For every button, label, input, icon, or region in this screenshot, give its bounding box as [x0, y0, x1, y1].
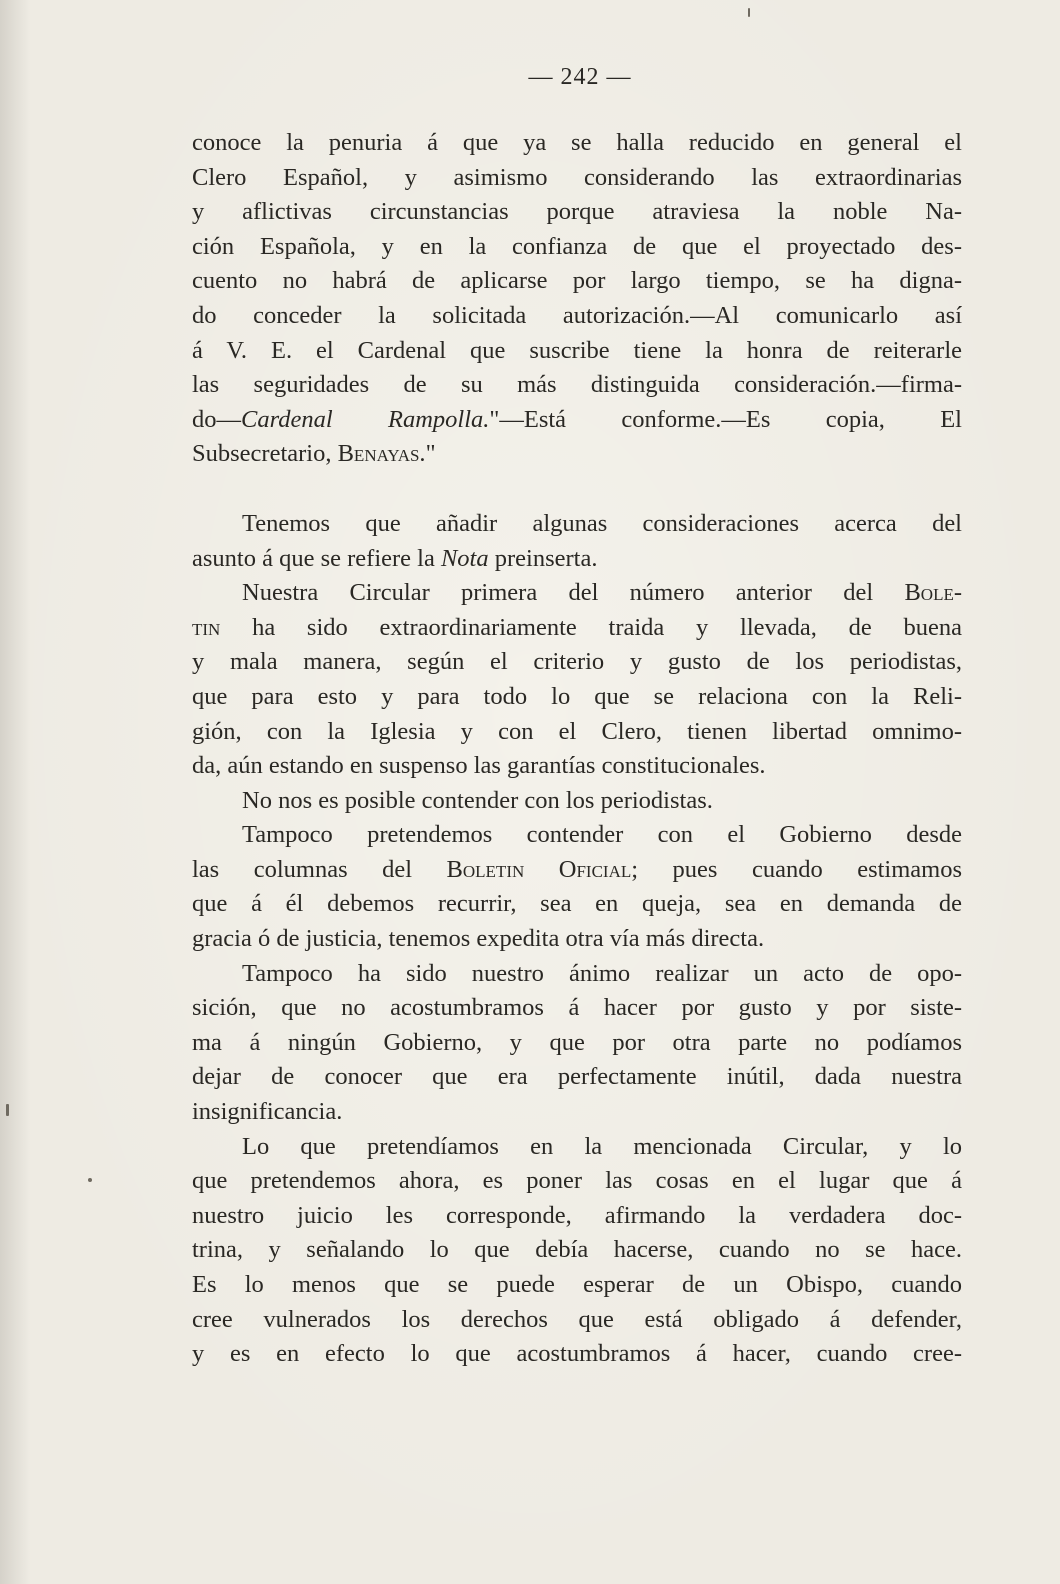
- text-line: á V. E. el Cardenal que suscribe tiene la honra de reiterarle: [192, 336, 962, 364]
- text-line: dejar de conocer que era perfectamente inútil, dada nuestra: [192, 1063, 962, 1091]
- paragraph: [192, 784, 962, 819]
- small-caps-word: Boletin: [446, 855, 525, 883]
- text-line: conoce la penuria á que ya se halla reducido en general el: [192, 129, 962, 156]
- text-fragment: do—: [192, 405, 241, 433]
- paragraph: [192, 818, 962, 956]
- text-line: cuento no habrá de aplicarse por largo tiempo, se ha digna-: [192, 267, 962, 295]
- text-line: y mala manera, según el criterio y gusto de los periodistas,: [192, 648, 962, 676]
- text-fragment: asunto á que se refiere la: [192, 544, 441, 572]
- text-fragment: ": [425, 440, 436, 468]
- page-number: — 242 —: [528, 64, 632, 90]
- text-line: y es en efecto lo que acostumbramos á hacer, cuando cree-: [192, 1340, 962, 1368]
- text-line: insignificancia.: [192, 1098, 343, 1126]
- text-fragment: Subsecretario,: [192, 440, 338, 468]
- text-line: Es lo menos que se puede esperar de un Obispo, cuando: [192, 1271, 962, 1298]
- text-line: Lo que pretendíamos en la mencionada Circular, y lo: [242, 1132, 962, 1160]
- signatory-name: Benayas.: [337, 440, 426, 468]
- text-line: y aflictivas circunstancias porque atraviesa la noble Na-: [192, 198, 962, 226]
- text-line: que á él debemos recurrir, sea en queja, sea en demanda de: [192, 890, 962, 918]
- text-line: [192, 437, 962, 472]
- text-line: [192, 542, 962, 577]
- paper-speck: [748, 8, 750, 17]
- small-caps-word: tin: [192, 613, 221, 641]
- text-line: ción Española, y en la confianza de que el proyectado des-: [192, 232, 962, 260]
- small-caps-word: Oficial: [558, 855, 632, 883]
- text-line: [192, 576, 962, 611]
- binding-shadow: [0, 0, 30, 1584]
- text-fragment: "—Está conforme.—Es copia, El: [489, 405, 962, 433]
- text-line: No nos es posible contender con los periodistas.: [242, 786, 713, 814]
- paragraph: [192, 957, 962, 1130]
- text-line: nuestro juicio les corresponde, afirmando la verdadera doc-: [192, 1201, 962, 1229]
- small-caps-word: Bole-: [904, 579, 962, 607]
- paper-speck: [6, 1104, 9, 1116]
- text-line: gracia ó de justicia, tenemos expedita otra vía más directa.: [192, 925, 765, 953]
- text-line: trina, y señalando lo que debía hacerse, cuando no se hace.: [192, 1236, 962, 1264]
- italic-word: Nota: [440, 544, 489, 572]
- text-line: gión, con la Iglesia y con el Clero, tienen libertad omnimo-: [192, 717, 962, 745]
- text-line: que para esto y para todo lo que se relaciona con la Reli-: [192, 682, 962, 710]
- text-line: Tenemos que añadir algunas consideraciones acerca del: [242, 509, 962, 537]
- paper-speck: [88, 1178, 92, 1182]
- text-line: do conceder la solicitada autorización.—Al comunicarlo así: [192, 301, 962, 329]
- body-text: [192, 126, 962, 1372]
- text-fragment: las columnas del: [192, 855, 447, 883]
- text-line: cree vulnerados los derechos que está obligado á defender,: [192, 1305, 962, 1333]
- paragraph: [192, 1130, 962, 1372]
- text-line: [192, 403, 962, 438]
- text-line: que pretendemos ahora, es poner las cosas en el lugar que á: [192, 1167, 962, 1195]
- text-line: sición, que no acostumbramos á hacer por gusto y por siste-: [192, 994, 962, 1022]
- text-fragment: Nuestra Circular primera del número anterior del: [242, 579, 905, 607]
- text-line: las seguridades de su más distinguida consideración.—firma-: [192, 371, 962, 399]
- text-fragment: ha sido extraordinariamente traida y llevada, de buena: [220, 613, 962, 641]
- text-fragment: preinserta.: [488, 544, 598, 572]
- text-line: [192, 611, 962, 646]
- text-line: [192, 853, 962, 888]
- paragraph: [192, 507, 962, 576]
- text-line: Tampoco pretendemos contender con el Gobierno desde: [242, 821, 962, 849]
- paragraph: [192, 576, 962, 784]
- text-line: ma á ningún Gobierno, y que por otra parte no podíamos: [192, 1028, 962, 1056]
- paragraph-gap: [192, 472, 962, 507]
- text-line: da, aún estando en suspenso las garantías constitucionales.: [192, 752, 766, 780]
- text-line: Clero Español, y asimismo considerando las extraordinarias: [192, 163, 962, 191]
- signature-name: Cardenal Rampolla.: [241, 405, 490, 433]
- text-line: Tampoco ha sido nuestro ánimo realizar un acto de opo-: [242, 959, 962, 987]
- text-fragment: ; pues cuando estimamos: [631, 855, 963, 883]
- paragraph-quoted-note: [192, 126, 962, 472]
